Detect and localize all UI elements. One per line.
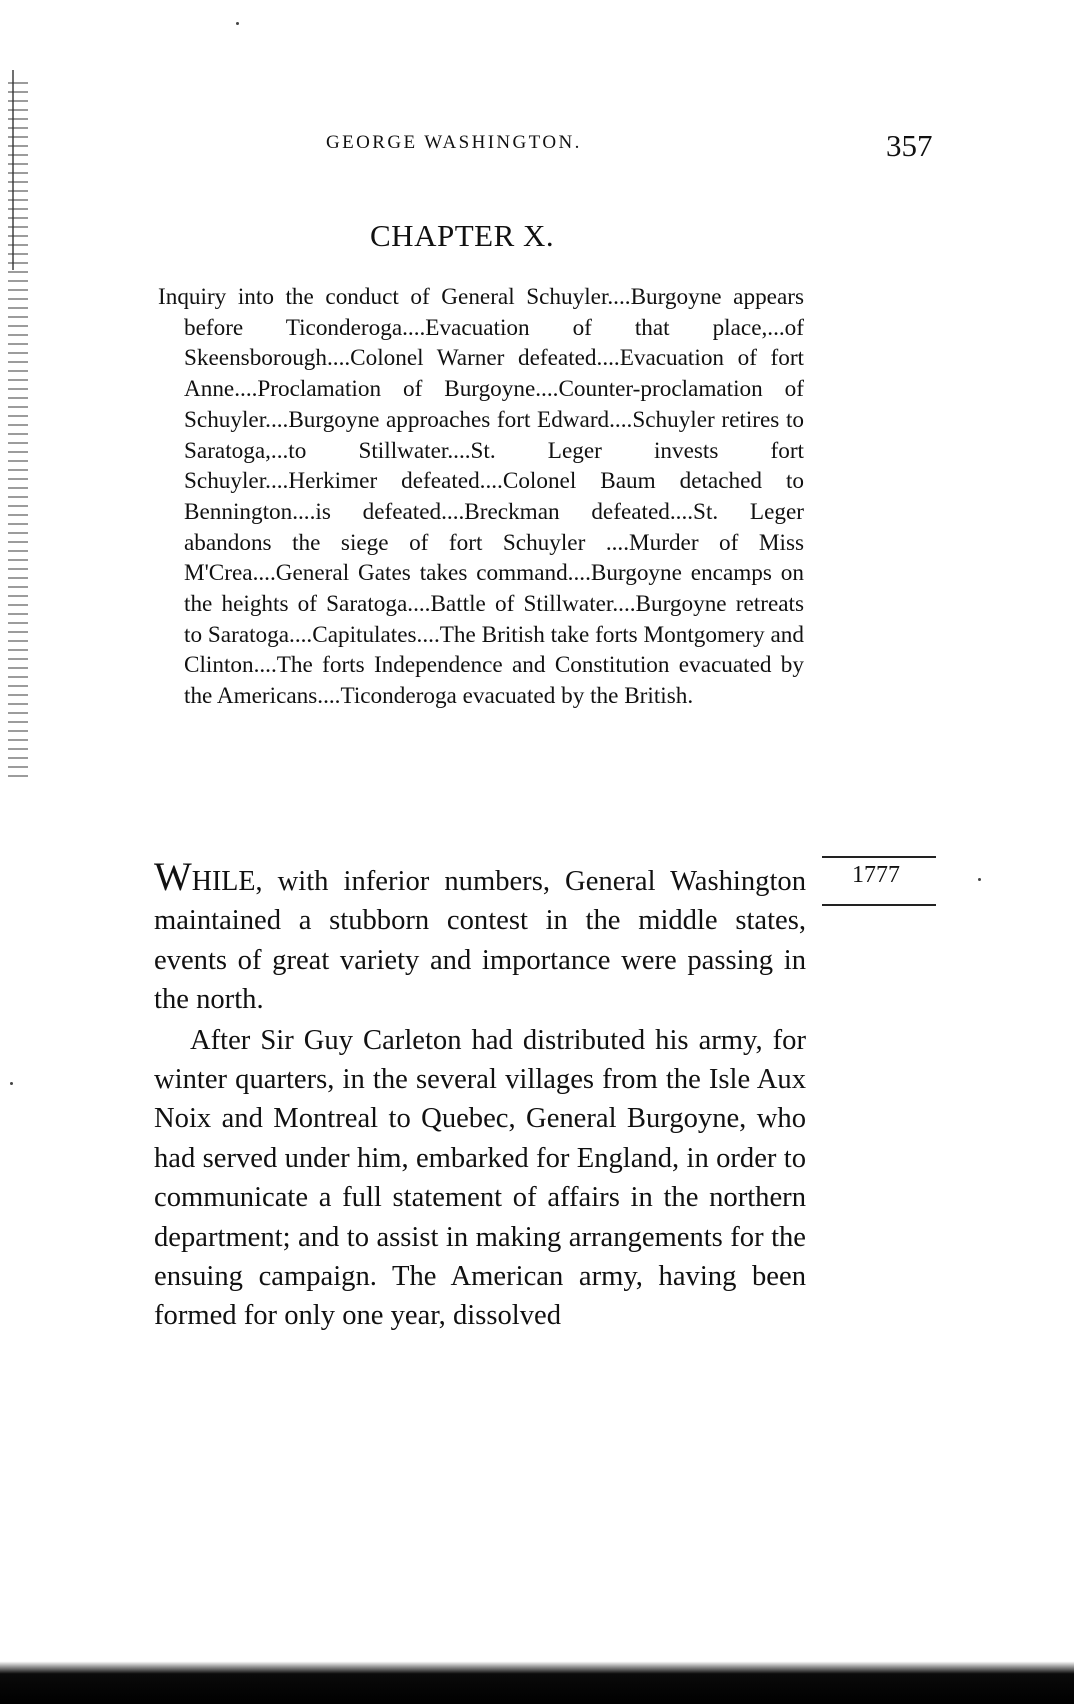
drop-initial: W <box>154 854 192 899</box>
chapter-synopsis: Inquiry into the conduct of General Schuyler....Burgoyne appears before Ticonderoga....Evacuation of that place,...of Skeensborough....Colonel Warner defeated....Evacuation of fort Anne....Proclamation of Burgoyne....Counter-proclamation of Schuyler....Burgoyne approaches fort Edward....Schuyler retires to Saratoga,...to Stillwater....St. Leger invests fort Schuyler....Herkimer defeated....Colonel Baum detached to Bennington....is defeated....Breckman defeated....St. Leger abandons the siege of fort Schuyler ....Murder of Miss M'Crea....General Gates takes command....Burgoyne encamps on the heights of Saratoga....Battle of Stillwater....Burgoyne retreats to Saratoga....Capitulates....The British take forts Montgomery and Clinton....The forts Independence and Constitution evacuated by the Americans....Ticonderoga evacuated by the British. <box>158 284 804 710</box>
opening-small-caps: HILE, <box>191 866 263 897</box>
running-head: GEORGE WASHINGTON. <box>326 132 582 153</box>
scan-edge-artifact <box>8 82 28 782</box>
scan-speck <box>10 1082 13 1085</box>
margin-date-box <box>822 856 936 906</box>
paragraph-text: with inferior numbers, General Washington maintained a stubborn contest in the middle states, events of great variety and importance were passing in the north. <box>154 866 806 1016</box>
scan-edge-line <box>12 70 14 270</box>
paragraph: After Sir Guy Carleton had distributed his army, for winter quarters, in the several villages from the Isle Aux Noix and Montreal to Quebec, General Burgoyne, who had served under him, embarked for England, in order to communicate a full statement of affairs in the northern department; and to assist in making arrangements for the ensuing campaign. The American army, having been formed for only one year, dissolved <box>154 1024 806 1332</box>
scan-speck <box>236 22 239 25</box>
margin-year: 1777 <box>852 862 900 888</box>
paragraph <box>154 854 806 1020</box>
body-text <box>154 854 806 1336</box>
page-number: 357 <box>886 128 933 163</box>
chapter-title: CHAPTER X. <box>370 218 555 253</box>
scan-speck <box>978 878 981 881</box>
scan-bottom-shadow <box>0 1652 1074 1704</box>
